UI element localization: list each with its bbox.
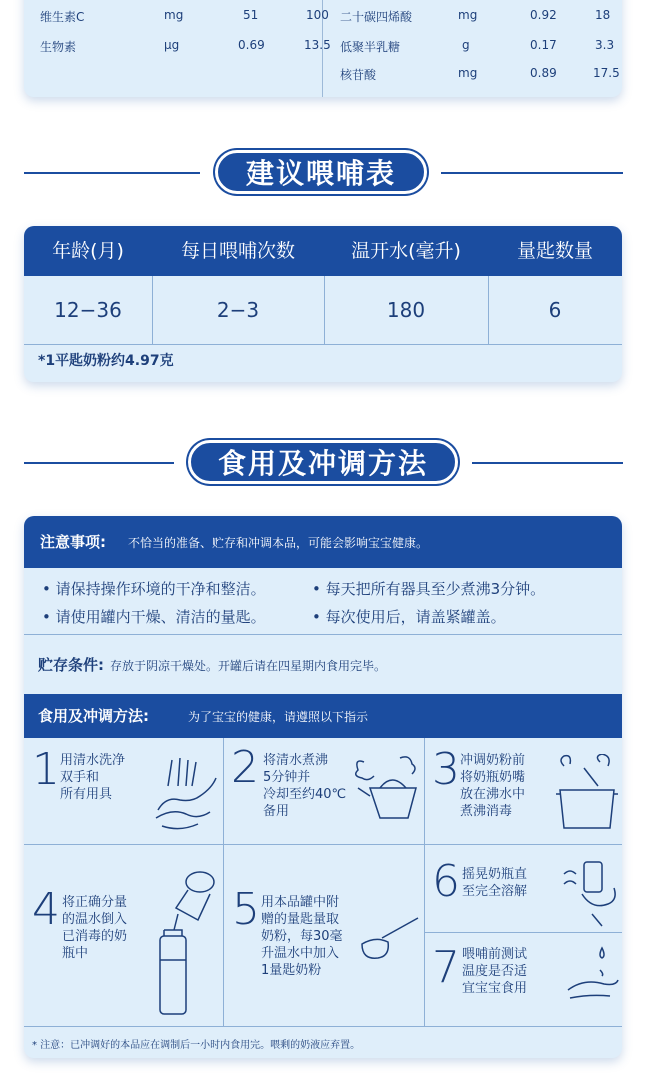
attention-label: 注意事项: bbox=[40, 533, 106, 551]
row-divider bbox=[24, 344, 622, 345]
header-line-left bbox=[24, 172, 200, 174]
grid-line bbox=[424, 738, 425, 1026]
divider bbox=[24, 634, 622, 635]
nutrient-value-per: 13.5 bbox=[304, 38, 331, 52]
attention-bar bbox=[24, 516, 622, 568]
nutrient-unit: g bbox=[462, 38, 470, 52]
nutrient-unit: μg bbox=[164, 38, 180, 52]
table-header bbox=[24, 226, 622, 276]
bullet-item: • 每天把所有器具至少煮沸3分钟。 bbox=[312, 580, 546, 598]
method-bar bbox=[24, 694, 622, 738]
bullet-item: • 每次使用后，请盖紧罐盖。 bbox=[312, 608, 506, 626]
step-number: 7 bbox=[432, 942, 460, 993]
header-line-left bbox=[24, 462, 174, 464]
storage-text: 存放于阴凉干燥处。开罐后请在四星期内食用完毕。 bbox=[110, 659, 387, 673]
section-title: 建议喂哺表 bbox=[215, 150, 427, 194]
step-text: 摇晃奶瓶直 至完全溶解 bbox=[462, 867, 528, 899]
section-title: 食用及冲调方法 bbox=[188, 440, 458, 484]
nutrient-name: 生物素 bbox=[40, 40, 77, 54]
shaking-bottle-icon bbox=[562, 854, 620, 928]
nutrient-value-per: 100 bbox=[306, 8, 329, 22]
header-scoops: 量匙数量 bbox=[516, 240, 593, 262]
kettle-icon bbox=[350, 752, 420, 826]
step-text: 用本品罐中附 赠的量匙量取 奶粉，每30毫 升温水中加入 1量匙奶粉 bbox=[261, 895, 343, 978]
attention-text: 不恰当的准备、贮存和冲调本品，可能会影响宝宝健康。 bbox=[128, 536, 429, 550]
nutrition-table bbox=[24, 0, 622, 97]
header-age: 年龄(月) bbox=[52, 240, 124, 262]
nutrient-value: 0.17 bbox=[530, 38, 557, 52]
nutrient-value-per: 3.3 bbox=[595, 38, 615, 52]
cell-scoops: 6 bbox=[548, 298, 562, 322]
step-text: 将清水煮沸 5分钟并 冷却至约40℃ 备用 bbox=[263, 753, 347, 819]
grid-line bbox=[424, 932, 622, 933]
method-label: 食用及冲调方法: bbox=[38, 707, 149, 725]
boiling-pot-icon bbox=[554, 754, 620, 834]
washing-hands-icon bbox=[152, 756, 220, 834]
step-number: 6 bbox=[432, 856, 460, 907]
header-water: 温开水(毫升) bbox=[351, 240, 461, 262]
feeding-section-header bbox=[0, 150, 647, 196]
nutrient-value: 0.89 bbox=[530, 66, 557, 80]
storage-label: 贮存条件: bbox=[38, 656, 104, 674]
nutrient-value-per: 17.5 bbox=[593, 66, 620, 80]
nutrient-value: 0.92 bbox=[530, 8, 557, 22]
usage-card bbox=[24, 516, 622, 1058]
header-line-right bbox=[472, 462, 623, 464]
cell-age: 12−36 bbox=[54, 298, 122, 322]
scoop-note: *1平匙奶粉约4.97克 bbox=[38, 353, 174, 369]
nutrient-name: 二十碳四烯酸 bbox=[340, 10, 413, 24]
nutrient-name: 低聚半乳糖 bbox=[340, 40, 401, 54]
step-number: 5 bbox=[232, 884, 260, 935]
header-line-right bbox=[441, 172, 623, 174]
feeding-table bbox=[24, 226, 622, 382]
cell-divider bbox=[324, 276, 325, 344]
attention-bullets bbox=[24, 568, 622, 634]
header-times: 每日喂哺次数 bbox=[180, 240, 295, 262]
measuring-scoop-icon bbox=[358, 914, 422, 964]
grid-line bbox=[223, 738, 224, 1026]
step-number: 3 bbox=[432, 744, 460, 795]
grid-line bbox=[24, 844, 622, 845]
storage-conditions bbox=[38, 654, 386, 675]
step-text: 将正确分量 的温水倒入 已消毒的奶 瓶中 bbox=[62, 895, 128, 961]
wrist-test-drop-icon bbox=[564, 944, 620, 1002]
bullet-item: • 请保持操作环境的干净和整洁。 bbox=[42, 580, 266, 598]
step-number: 1 bbox=[32, 744, 60, 795]
step-number: 4 bbox=[32, 884, 60, 935]
footnote: * 注意：已冲调好的本品应在调制后一小时内食用完。喂剩的奶液应弃置。 bbox=[32, 1040, 361, 1051]
cell-water: 180 bbox=[386, 298, 426, 322]
bullet-item: • 请使用罐内干燥、清洁的量匙。 bbox=[42, 608, 266, 626]
step-number: 2 bbox=[231, 742, 259, 793]
grid-line bbox=[24, 1026, 622, 1027]
nutrient-value: 0.69 bbox=[238, 38, 265, 52]
nutrient-name: 维生素C bbox=[40, 10, 85, 24]
pouring-water-bottle-icon bbox=[154, 864, 218, 1024]
cell-divider bbox=[152, 276, 153, 344]
method-text: 为了宝宝的健康，请遵照以下指示 bbox=[188, 710, 369, 724]
nutrient-unit: mg bbox=[458, 66, 478, 80]
nutrient-value: 51 bbox=[243, 8, 259, 22]
step-text: 冲调奶粉前 将奶瓶奶嘴 放在沸水中 煮沸消毒 bbox=[460, 753, 526, 819]
steps-grid bbox=[24, 738, 622, 1026]
nutrient-unit: mg bbox=[164, 8, 184, 22]
step-text: 用清水洗净 双手和 所有用具 bbox=[60, 753, 126, 802]
nutrient-name: 核苷酸 bbox=[340, 68, 377, 82]
nutrient-unit: mg bbox=[458, 8, 478, 22]
usage-section-header bbox=[0, 440, 647, 486]
cell-divider bbox=[488, 276, 489, 344]
nutrient-value-per: 18 bbox=[595, 8, 611, 22]
cell-times: 2−3 bbox=[216, 298, 260, 322]
step-text: 喂哺前测试 温度是否适 宜宝宝食用 bbox=[462, 947, 528, 996]
